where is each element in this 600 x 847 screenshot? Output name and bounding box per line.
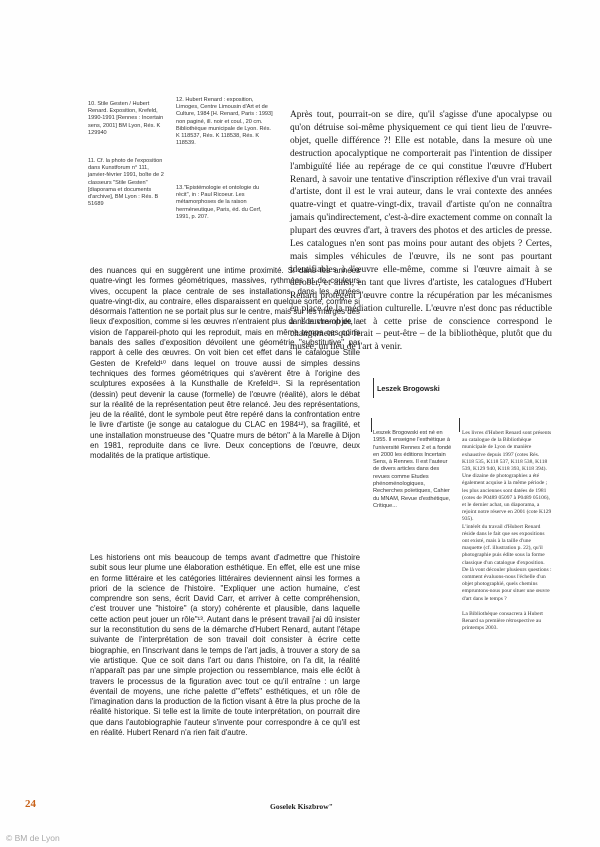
page-number: 24 (25, 798, 36, 810)
footnote-11: 11. Cf. la photo de l'exposition dans Kunstforum n° 111, janvier-février 1991, boîte de 2 classeurs "Stile Gesten" [diaporama et documents d'archive], BM Lyon : Rés. B 51689 (88, 158, 164, 208)
right-column-author: Leszek Brogowski (377, 384, 440, 393)
left-column-text-2: Les historiens ont mis beaucoup de temps avant d'admettre que l'histoire subit sous leur plume une élaboration esthétique. En effet, elle est une mise en forme littéraire et les catégories littéraires deviennent ainsi les formes a priori de la science de l'histoire. "Expliquer une action humaine, c'est comprendre son sens, écrit David Carr, et arriver à cette compréhension, c'est trouver une "histoire" (a story) cohérente et plausible, dans laquelle cette action peut jouer un rôle"¹³. Autant dans le présent travail j'ai dû insister sur la reconstitution du sens de la démarche d'Hubert Renard, autant l'étape suivante de l'interprétation de son travail doit consister à écrire cette biographie, en l'inscrivant dans le temps de l'art jadis, à trouver a story de sa vie artistique. Que ce soit dans l'art ou dans l'histoire, on l'a dit, la réalité n'apparaît pas par une simple projection ou ressemblance, mais elle éclôt à travers le processus de la figuration avec tout ce qu'il entraîne : un large éventail de moyens, une riche palette d'"effets" esthétiques, et un rôle de l'imagination dans la production de la fiction visant à être la plus proche de la réalité historique. Si telle est la limite de toute interprétation, on pourrait dire que dans l'autobiographie l'auteur s'invente pour correspondre à ce qu'il est en réalité. Hubert Renard n'a rien fait d'autre. (90, 553, 360, 738)
left-column-text-1: des nuances qui en suggèrent une intime proximité. Si dans les années quatre-vingt les formes géométriques, massives, rythmées et de couleurs vives, occupent la place centrale de ses installations, dans les années quatre-vingt-dix, au contraire, elles disparaissent en quelque sorte, comme si désormais l'attention ne se portait plus sur le centre, mais sur les marges des lieux d'exposition, comme si les œuvres n'entraient plus dans le champ de la vision de l'appareil-photo qui les reproduit, mais en même temps ces coins banals des salles d'exposition dévoilent une géométrie "substitutive" par rapport à celle des œuvres. On voit bien cet effet dans le catalogue Stille Gesten de Krefeld¹⁰ dans lequel on trouve aussi de simples dessins techniques des formes géométriques qui s'avèrent être à l'origine des sculptures exposées à la Kunsthalle de Krefeld¹¹. Si la représentation (dessin) peut devenir la cause (formelle) de l'œuvre (réalité), alors le débat sur la réalité de la représentation peut être relancé. Jeu des représentations, jeu de la réalité, dont le symbole peut être repéré dans la confrontation entre le livre d'artiste (je songe au catalogue du CLAC en 1984¹²), sa fragilité, et une installation monstrueuse des "Quatre murs de béton" à la Marelle à Dijon en 1981, reproduite dans ce livre. Deux conceptions de l'œuvre, deux modalités de la pratique artistique. (90, 266, 360, 461)
author-rule (373, 378, 374, 398)
sidebar-paragraph-3: De là vont découler plusieurs questions : comment évaluons-nous l'échelle d'un objet photographié, quels chemins empruntons-nous pour situer une œuvre d'art dans le temps ? (462, 566, 552, 602)
footnote-13: 13."Epistémologie et ontologie du récit", in : Paul Ricoeur. Les métamorphoses de la raison herméneutique, Paris, éd. du Cerf, 1991, p. 207. (176, 185, 262, 220)
sidebar-paragraph-2: L'intérêt du travail d'Hubert Renard réside dans le fait que ses expositions ont existé, mais à la taille d'une maquette (cf. illustration p. 22), qu'il photographie puis édite sous la forme classique d'un catalogue d'exposition. (462, 523, 545, 566)
sidebar-paragraph-4: La Bibliothèque consacrera à Hubert Renard sa première rétrospective au printemps 2003. (462, 610, 543, 632)
library-watermark: © BM de Lyon (6, 833, 60, 843)
footnote-12: 12. Hubert Renard : exposition, Limoges, Centre Limousin d'Art et de Culture, 1984 [H. Renard, Paris : 1993] non paginé, ill. noir et coul., 20 cm. Bibliothèque municipale de Lyon. Rés. K 118537, Rés. K 118538, Rés. K 118539. (176, 97, 273, 147)
sidebar-box (462, 430, 552, 632)
footnote-10: 10. Stile Gesten / Hubert Renard. Exposition, Krefeld, 1990-1991 [Rennes : Incertain sens, 2001] BM Lyon, Rés. K 129940 (88, 101, 164, 136)
sidebar-paragraph-1: Les livres d'Hubert Renard sont présents au catalogue de la Bibliothèque municipale de Lyon de manière exhaustive depuis 1997 (cotes Rés. K118 535, K118 537, K118 538, K118 539, K129 940, K118 393, K118 394). Une dizaine de photographies a été également acquise à la même période ; les plus anciennes sont datées de 1981 (cotes de P0489 05097 à P0489 05106), et le dernier achat, un diaporama, a rejoint notre réserve en 2001 (cote K129 935). (462, 430, 552, 523)
bio-rule (371, 418, 372, 432)
author-bio: Leszek Brogowski est né en 1955. Il enseigne l'esthétique à l'université Rennes 2 et a fondé en 2000 les éditions Incertain Sens, à Rennes. Il est l'auteur de divers articles dans des revues comme Etudes phénoménologiques, Recherches poïetiques, Cahier du MNAM, Revue d'esthétique, Critique... (373, 430, 452, 509)
left-column-author: Goselek Kiszbrow" (270, 802, 333, 811)
sidebar-rule (459, 418, 460, 432)
right-column-text: Après tout, pourrait-on se dire, qu'il s'agisse d'une apocalypse ou qu'on détruise soi-même physiquement ce qui tient lieu de l'œuvre-objet, quelle différence ?! Elle est notable, dans la mesure où une destruction apocalyptique ne comporterait pas l'intention de dissiper l'ambiguïté liée au repérage de ce qui constitue l'œuvre d'Hubert Renard, à savoir une tentative d'inscription réflexive d'un vrai travail d'artiste, dont il est le vrai auteur, dans le vrai contexte des années quatre-vingt et quatre-vingt-dix, travail d'artiste qu'on ne connaîtra jamais qu'indirectement, c'est-à-dire exactement comme on connaît la plupart des œuvres d'art, à travers des photos et des articles de presse. Les catalogues n'en sont pas moins pour autant des objets ? Certes, mais simples véhicules de l'œuvre, ils ne sont pas pourtant identifiables à l'œuvre elle-même, comme si l'œuvre aimait à se dérober, et ainsi, en tant que livres d'artiste, les catalogues d'Hubert Renard protègent l'œuvre contre la récupération par les mécanismes en place de la médiation culturelle. L'œuvre n'est donc pas réductible à l'œuvre-objet, et à cette prise de conscience correspond le changement qui ferait – peut-être – de la bibliothèque, plutôt que du musée, un lieu de l'art à venir. (290, 110, 552, 353)
